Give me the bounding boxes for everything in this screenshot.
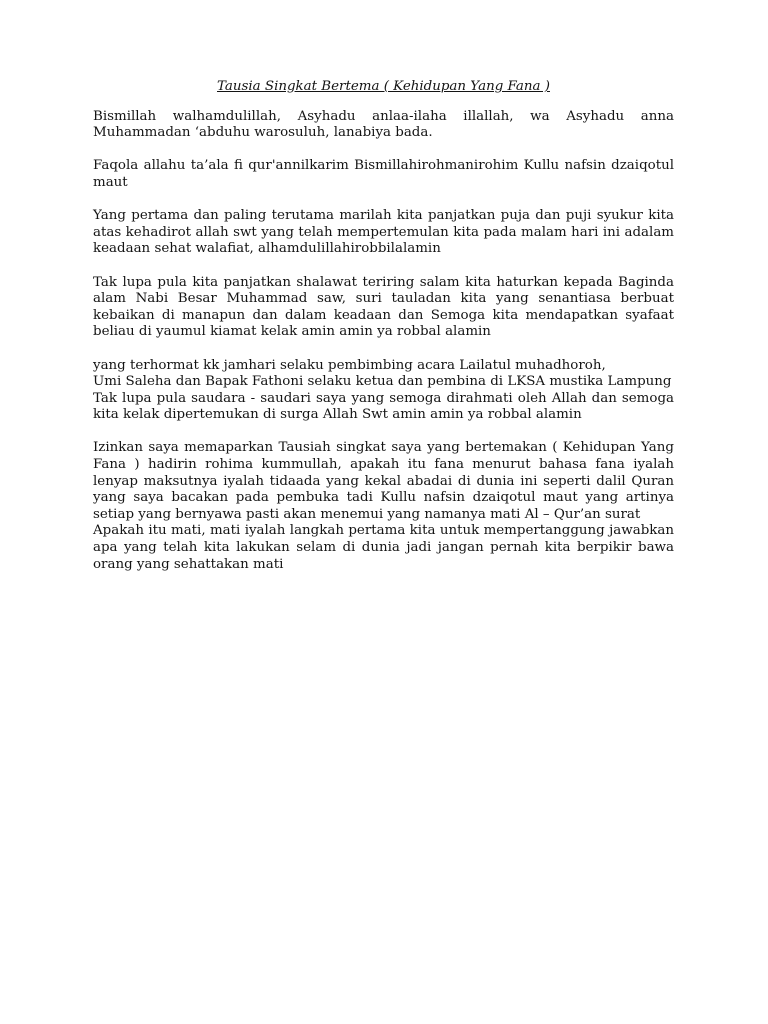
paragraph-theme-intro: Izinkan saya memaparkan Tausiah singkat saya yang bertemakan ( Kehidupan Yang Fana ) hadirin rohima kummullah, apakah itu fana menurut bahasa fana iyalah lenyap maksutnya iyalah tidaada yang kekal abadai di dunia ini seperti dalil Quran yang saya bacakan pada pembuka tadi Kullu nafsin dzaiqotul maut yang artinya setiap yang bernyawa pasti akan menemui yang namanya mati Al – Qur’an surat <box>93 440 674 522</box>
paragraph-shalawat: Tak lupa pula kita panjatkan shalawat teriring salam kita haturkan kepada Baginda alam Nabi Besar Muhammad saw, suri tauladan kita yang senantiasa berbuat kebaikan di manapun dan dalam keadaan dan Semoga kita mendapatkan syafaat beliau di yaumul kiamat kelak amin amin ya robbal alamin <box>93 274 674 340</box>
paragraph-greeting-mentor: yang terhormat kk jamhari selaku pembimbing acara Lailatul muhadhoroh, <box>93 357 606 373</box>
document-title: Tausia Singkat Bertema ( Kehidupan Yang Fana ) <box>217 79 550 94</box>
document-page <box>93 0 674 573</box>
paragraph-greeting-friends: Tak lupa pula saudara - saudari saya yang semoga dirahmati oleh Allah dan semoga kita kelak dipertemukan di surga Allah Swt amin amin ya robbal alamin <box>93 390 674 423</box>
paragraph-opening: Bismillah walhamdulillah, Asyhadu anlaa-ilaha illallah, wa Asyhadu anna Muhammadan ‘abduhu warosuluh, lanabiya bada. <box>93 108 674 141</box>
paragraph-greeting-leaders: Umi Saleha dan Bapak Fathoni selaku ketua dan pembina di LKSA mustika Lampung <box>93 374 672 390</box>
paragraph-quran-quote: Faqola allahu ta’ala fi qur'annilkarim Bismillahirohmanirohim Kullu nafsin dzaiqotul maut <box>93 158 674 190</box>
paragraph-gratitude: Yang pertama dan paling terutama marilah kita panjatkan puja dan puji syukur kita atas kehadirot allah swt yang telah mempertemulan kita pada malam hari ini adalam keadaan sehat walafiat, alhamdulillahirobbilalamin <box>93 208 674 257</box>
paragraph-death-meaning: Apakah itu mati, mati iyalah langkah pertama kita untuk mempertanggung jawabkan apa yang telah kita lakukan selam di dunia jadi jangan pernah kita berpikir bawa orang yang sehattakan mati <box>93 523 674 572</box>
